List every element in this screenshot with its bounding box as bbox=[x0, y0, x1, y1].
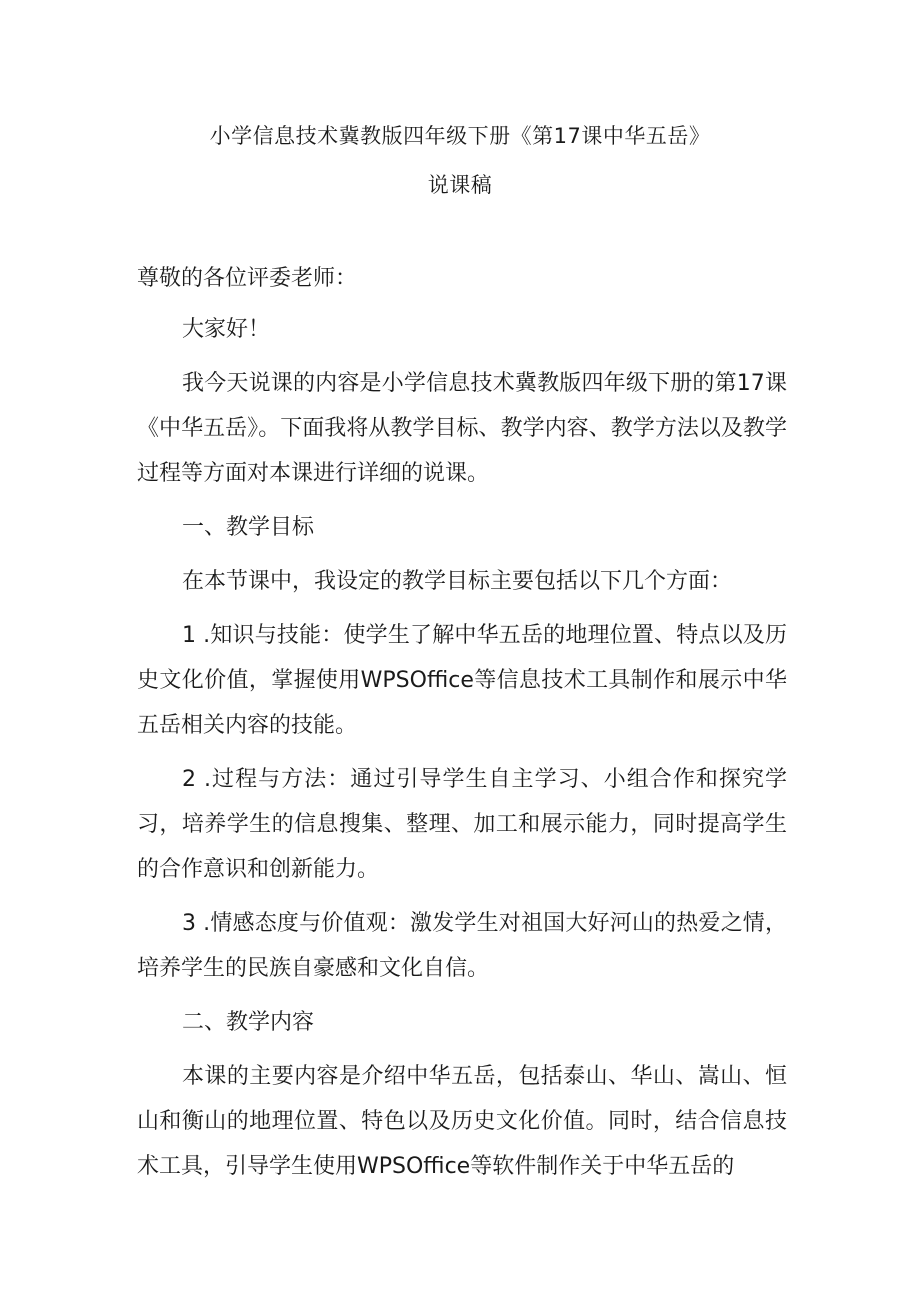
goal-emotion-values: 3 .情感态度与价值观：激发学生对祖国大好河山的热爱之情，培养学生的民族自豪感和文化自信。 bbox=[137, 911, 787, 981]
salutation: 尊敬的各位评委老师： bbox=[137, 266, 358, 291]
document-title: 小学信息技术冀教版四年级下册《第17课中华五岳》 bbox=[209, 124, 711, 148]
document-body bbox=[137, 256, 787, 1189]
teaching-content-paragraph: 本课的主要内容是介绍中华五岳，包括泰山、华山、嵩山、恒山和衡山的地理位置、特色以及历史文化价值。同时，结合信息技术工具，引导学生使用WPSOffice等软件制作关于中华五岳的 bbox=[137, 1064, 787, 1179]
section-heading-teaching-goals: 一、教学目标 bbox=[182, 515, 315, 540]
section-heading-teaching-content: 二、教学内容 bbox=[182, 1010, 315, 1035]
goal-knowledge-skills: 1 .知识与技能：使学生了解中华五岳的地理位置、特点以及历史文化价值，掌握使用WPSOffice等信息技术工具制作和展示中华五岳相关内容的技能。 bbox=[137, 623, 787, 738]
goal-process-method: 2 .过程与方法：通过引导学生自主学习、小组合作和探究学习，培养学生的信息搜集、整理、加工和展示能力，同时提高学生的合作意识和创新能力。 bbox=[137, 767, 787, 882]
teaching-goals-lead: 在本节课中，我设定的教学目标主要包括以下几个方面： bbox=[182, 569, 733, 594]
intro-paragraph: 我今天说课的内容是小学信息技术冀教版四年级下册的第17课《中华五岳》。下面我将从教学目标、教学内容、教学方法以及教学过程等方面对本课进行详细的说课。 bbox=[137, 371, 787, 486]
document-subtitle: 说课稿 bbox=[427, 173, 493, 197]
greeting: 大家好！ bbox=[182, 317, 271, 342]
